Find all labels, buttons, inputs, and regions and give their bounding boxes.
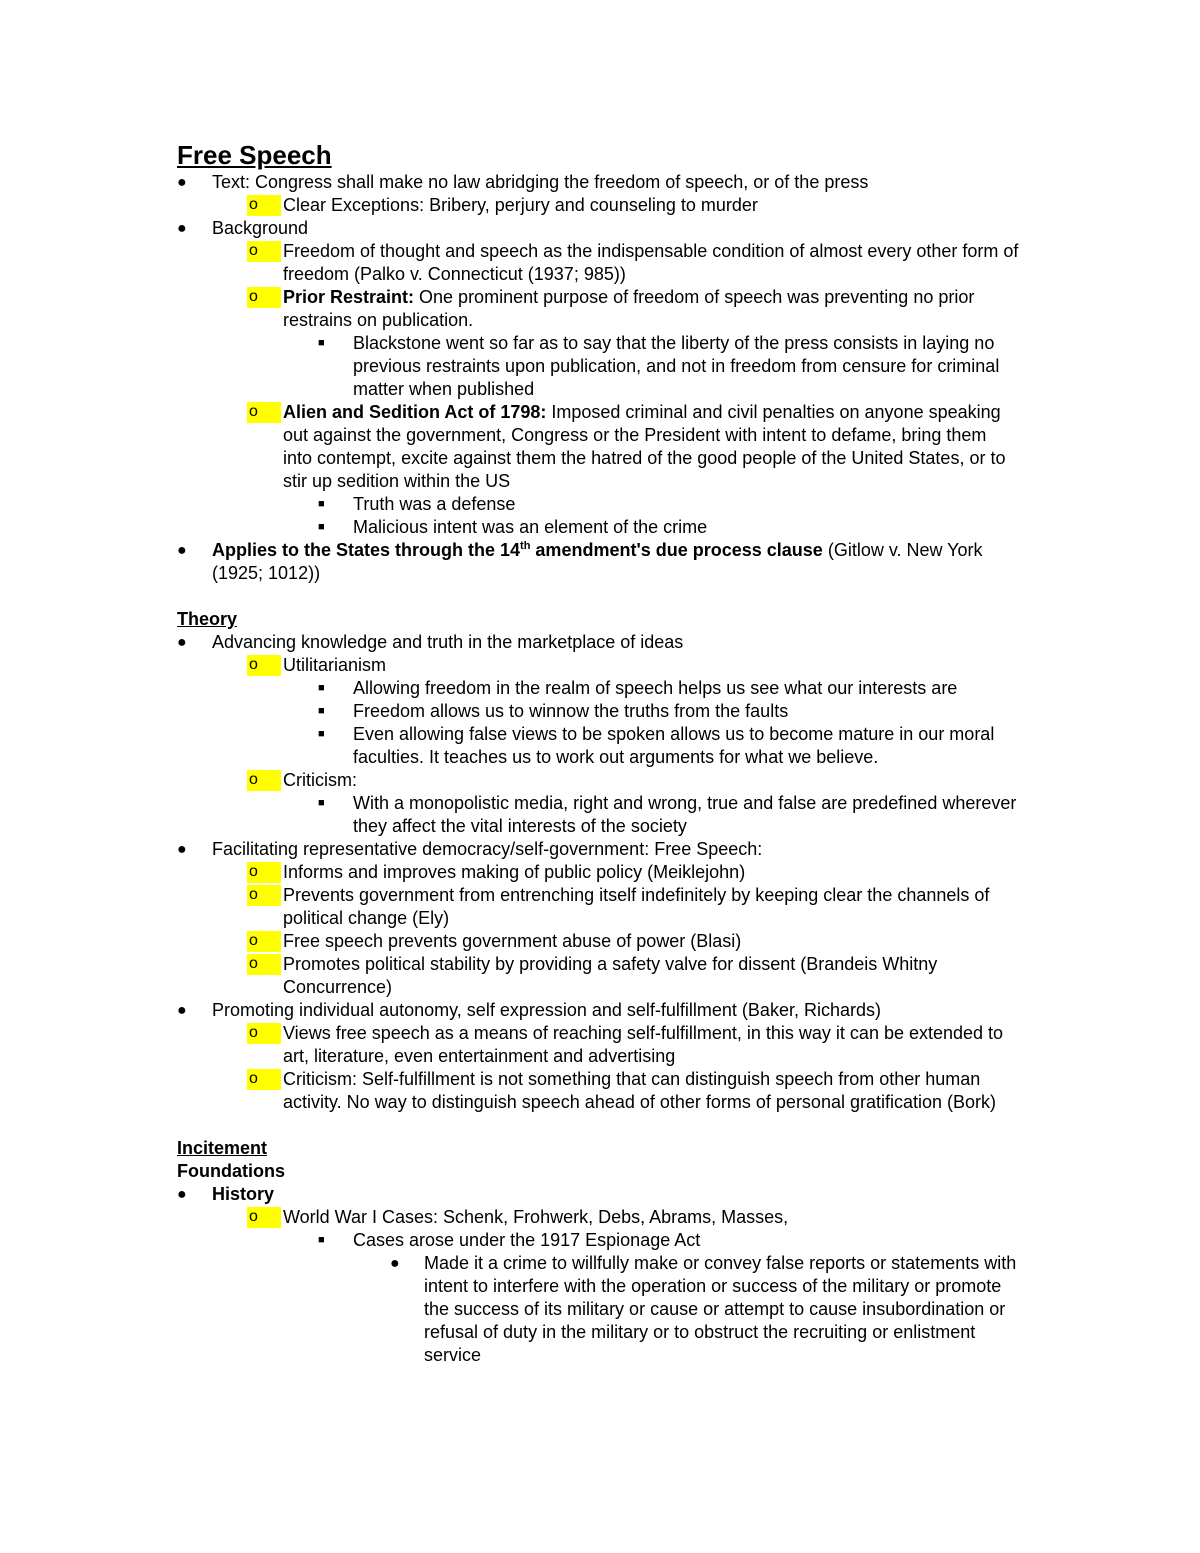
list-item-text: [283, 1206, 1019, 1229]
list-item-text: [353, 332, 1019, 401]
text-run: Freedom of thought and speech as the indispensable condition of almost every other form of freedom (Palko v. Connecticut (1937; 985)): [283, 241, 1019, 284]
square-bullet-icon: ■: [318, 498, 325, 510]
list-item: [177, 493, 1019, 516]
list-item: [177, 1068, 1019, 1114]
document-page: [177, 140, 1019, 1367]
list-item: [177, 700, 1019, 723]
list-item: [177, 677, 1019, 700]
bullet-icon: ●: [390, 1255, 400, 1272]
list-item-text: [424, 1252, 1019, 1367]
list-item-text: [283, 861, 1019, 884]
bullet-icon: ●: [177, 841, 187, 858]
list-item-text: [353, 1229, 1019, 1252]
bullet-icon: ●: [177, 542, 187, 559]
page-title: Free Speech: [177, 140, 332, 170]
list-item: [177, 1183, 1019, 1206]
bold-text: Prior Restraint:: [283, 287, 415, 307]
list-item-text: [353, 516, 1019, 539]
circle-bullet-icon: o: [247, 885, 281, 906]
list-item: [177, 171, 1019, 194]
bold-text: Applies to the States through the 14: [212, 540, 521, 560]
list-item-text: [353, 723, 1019, 769]
square-bullet-icon: ■: [318, 797, 325, 809]
circle-bullet-icon: o: [247, 195, 281, 216]
bullet-icon: ●: [177, 1186, 187, 1203]
circle-bullet-icon: o: [247, 1207, 281, 1228]
list-item: [177, 332, 1019, 401]
text-run: Cases arose under the 1917 Espionage Act: [353, 1230, 701, 1250]
text-run: One prominent purpose of freedom of speech was preventing no prior restrains on publication.: [283, 287, 975, 330]
circle-bullet-icon: o: [247, 287, 281, 308]
text-run: Even allowing false views to be spoken allows us to become mature in our moral faculties. It teaches us to work out arguments for what we believe.: [353, 724, 995, 767]
bullet-icon: ●: [177, 174, 187, 191]
circle-bullet-icon: o: [247, 1023, 281, 1044]
bold-text: History: [212, 1184, 275, 1204]
list-item: [177, 240, 1019, 286]
list-item: [177, 953, 1019, 999]
list-item-text: [283, 1022, 1019, 1068]
circle-bullet-icon: o: [247, 862, 281, 883]
text-run: (Gitlow v. New York (1925; 1012)): [212, 540, 983, 583]
list-item-text: [212, 838, 1019, 861]
list-item-text: [353, 493, 1019, 516]
square-bullet-icon: ■: [318, 728, 325, 740]
text-run: Allowing freedom in the realm of speech helps us see what our interests are: [353, 678, 958, 698]
list-item: [177, 194, 1019, 217]
circle-bullet-icon: o: [247, 241, 281, 262]
text-run: Promotes political stability by providing a safety valve for dissent (Brandeis Whitny Concurrence): [283, 954, 938, 997]
square-bullet-icon: ■: [318, 337, 325, 349]
list-item: [177, 861, 1019, 884]
list-item-text: [212, 999, 1019, 1022]
text-run: Free speech prevents government abuse of power (Blasi): [283, 931, 742, 951]
text-run: Background: [212, 218, 309, 238]
text-run: Criticism: Self-fulfillment is not something that can distinguish speech from other human activity. No way to distinguish speech ahead of other forms of personal gratification (Bork): [283, 1069, 997, 1112]
text-run: Informs and improves making of public policy (Meiklejohn): [283, 862, 746, 882]
list-item-text: [212, 631, 1019, 654]
list-item: [177, 286, 1019, 332]
spacer: [177, 1114, 1019, 1137]
section-heading: Incitement: [177, 1138, 268, 1158]
square-bullet-icon: ■: [318, 682, 325, 694]
bold-text: amendment's due process clause: [530, 540, 823, 560]
circle-bullet-icon: o: [247, 655, 281, 676]
circle-bullet-icon: o: [247, 402, 281, 423]
list-item-text: [353, 677, 1019, 700]
text-run: Freedom allows us to winnow the truths from the faults: [353, 701, 789, 721]
spacer: [177, 585, 1019, 608]
circle-bullet-icon: o: [247, 931, 281, 952]
list-item-text: [212, 539, 1019, 585]
bold-text: Alien and Sedition Act of 1798:: [283, 402, 547, 422]
list-item: [177, 631, 1019, 654]
text-run: With a monopolistic media, right and wrong, true and false are predefined wherever they affect the vital interests of the society: [353, 793, 1017, 836]
list-item: [177, 999, 1019, 1022]
list-item-text: [283, 194, 1019, 217]
text-run: World War I Cases: Schenk, Frohwerk, Debs, Abrams, Masses,: [283, 1207, 789, 1227]
circle-bullet-icon: o: [247, 1069, 281, 1090]
list-item-text: [353, 792, 1019, 838]
list-item-text: [283, 401, 1019, 493]
list-item-text: [283, 884, 1019, 930]
bullet-icon: ●: [177, 634, 187, 651]
list-item: [177, 884, 1019, 930]
square-bullet-icon: ■: [318, 705, 325, 717]
list-item-text: [212, 171, 1019, 194]
list-item-text: [353, 700, 1019, 723]
text-run: Imposed criminal and civil penalties on anyone speaking out against the government, Congress or the President with intent to defame, bring them into contempt, excite against them the hatred of the good people of the United States, or to stir up sedition within the US: [283, 402, 1006, 491]
text-run: Prevents government from entrenching itself indefinitely by keeping clear the channels of political change (Ely): [283, 885, 990, 928]
section-heading: Theory: [177, 609, 238, 629]
list-item: [177, 1252, 1019, 1367]
list-item: [177, 838, 1019, 861]
list-item-text: [283, 654, 1019, 677]
text-run: Malicious intent was an element of the crime: [353, 517, 708, 537]
text-run: Promoting individual autonomy, self expression and self-fulfillment (Baker, Richards): [212, 1000, 881, 1020]
list-item-text: [283, 240, 1019, 286]
text-run: Views free speech as a means of reaching self-fulfillment, in this way it can be extended to art, literature, even entertainment and advertising: [283, 1023, 1004, 1066]
list-item: [177, 930, 1019, 953]
text-run: Advancing knowledge and truth in the marketplace of ideas: [212, 632, 684, 652]
list-item: [177, 516, 1019, 539]
text-run: Text: Congress shall make no law abridging the freedom of speech, or of the press: [212, 172, 869, 192]
list-item-text: [283, 930, 1019, 953]
list-item: [177, 654, 1019, 677]
list-item: [177, 1022, 1019, 1068]
list-item-text: [212, 217, 1019, 240]
list-item: [177, 1229, 1019, 1252]
bullet-icon: ●: [177, 220, 187, 237]
text-run: Blackstone went so far as to say that the liberty of the press consists in laying no previous restraints upon publication, and not in freedom from censure for criminal matter when published: [353, 333, 1000, 399]
section-heading: Foundations: [177, 1161, 285, 1181]
text-run: Made it a crime to willfully make or convey false reports or statements with intent to interfere with the operation or success of the military or promote the success of its military or cause or attempt to cause insubordination or refusal of duty in the military or to obstruct the recruiting or enlistment service: [424, 1253, 1017, 1365]
text-run: Clear Exceptions: Bribery, perjury and counseling to murder: [283, 195, 758, 215]
list-item-text: [283, 286, 1019, 332]
bold-text: th: [520, 540, 531, 552]
list-item: [177, 792, 1019, 838]
text-run: Utilitarianism: [283, 655, 387, 675]
list-item: [177, 217, 1019, 240]
square-bullet-icon: ■: [318, 1234, 325, 1246]
text-run: Criticism:: [283, 770, 357, 790]
list-item: [177, 769, 1019, 792]
list-item: [177, 723, 1019, 769]
circle-bullet-icon: o: [247, 954, 281, 975]
circle-bullet-icon: o: [247, 770, 281, 791]
list-item-text: [283, 1068, 1019, 1114]
list-item-text: [283, 769, 1019, 792]
list-item-text: [283, 953, 1019, 999]
list-item-text: [212, 1183, 1019, 1206]
list-item: [177, 401, 1019, 493]
list-item: [177, 539, 1019, 585]
text-run: Truth was a defense: [353, 494, 516, 514]
text-run: Facilitating representative democracy/self-government: Free Speech:: [212, 839, 763, 859]
list-item: [177, 1206, 1019, 1229]
bullet-icon: ●: [177, 1002, 187, 1019]
square-bullet-icon: ■: [318, 521, 325, 533]
